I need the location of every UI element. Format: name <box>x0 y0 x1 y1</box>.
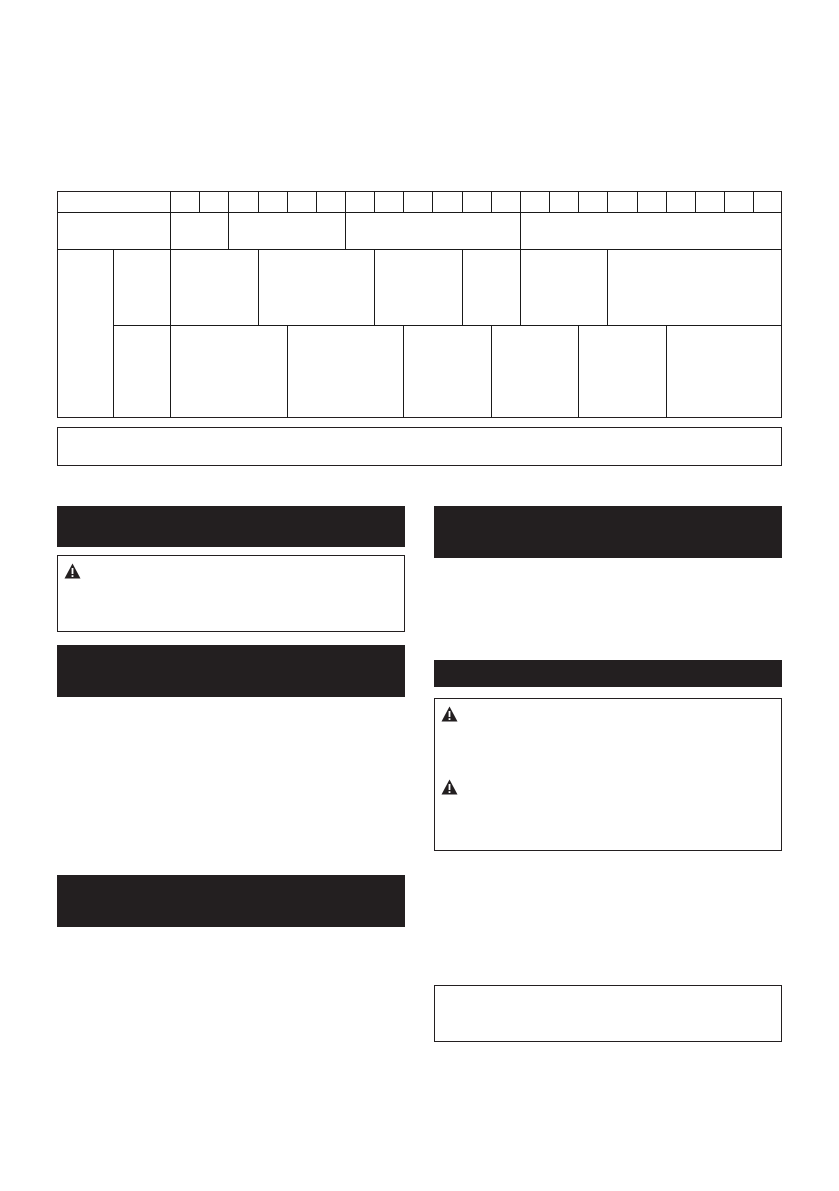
table-col-divider <box>607 249 608 325</box>
section-heading-bar <box>434 660 782 687</box>
table-header-cell-divider <box>345 191 346 212</box>
table-col-divider <box>170 212 171 249</box>
table-header-cell-divider <box>170 191 171 212</box>
table-col-divider <box>403 325 404 418</box>
table-header-cell-divider <box>695 191 696 212</box>
warning-triangle-icon <box>441 706 458 722</box>
table-col-divider <box>287 325 288 418</box>
table-header-cell-divider <box>578 191 579 212</box>
section-heading-bar <box>57 506 405 547</box>
table-header-cell-divider <box>258 191 259 212</box>
warning-triangle-icon <box>441 779 458 795</box>
table-rule <box>57 249 782 250</box>
warning-box <box>434 698 782 851</box>
table-header-cell-divider <box>287 191 288 212</box>
table-header-cell-divider <box>637 191 638 212</box>
table-col-divider <box>228 212 229 249</box>
table-header-cell-divider <box>462 191 463 212</box>
table-header-cell-divider <box>607 191 608 212</box>
warning-triangle-icon <box>64 563 81 579</box>
section-heading-bar <box>57 645 405 697</box>
table-header-cell-divider <box>316 191 317 212</box>
table-rule <box>113 325 782 326</box>
table-col-divider <box>578 325 579 418</box>
table-header-cell-divider <box>491 191 492 212</box>
table-frame <box>57 191 782 418</box>
table-header-cell-divider <box>199 191 200 212</box>
table-header-cell-divider <box>520 191 521 212</box>
table-rule <box>57 212 782 213</box>
table-col-divider <box>462 249 463 325</box>
table-col-divider <box>491 325 492 418</box>
table-header-cell-divider <box>724 191 725 212</box>
table-header-cell-divider <box>228 191 229 212</box>
table-col-divider <box>520 212 521 249</box>
table-col-divider <box>666 325 667 418</box>
section-heading-bar <box>57 875 405 927</box>
table-header-cell-divider <box>432 191 433 212</box>
table-header-cell-divider <box>666 191 667 212</box>
table-header-cell-divider <box>403 191 404 212</box>
table-col-divider <box>520 249 521 325</box>
warning-box <box>57 555 405 632</box>
note-box <box>434 985 782 1042</box>
table-note-box <box>57 427 782 466</box>
table-col-divider <box>345 212 346 249</box>
table-col-divider <box>113 249 114 418</box>
section-heading-bar <box>434 506 782 558</box>
table-col-divider <box>170 249 171 418</box>
table-header-cell-divider <box>549 191 550 212</box>
table-header-cell-divider <box>753 191 754 212</box>
table-header-cell-divider <box>374 191 375 212</box>
table-col-divider <box>258 249 259 325</box>
table-col-divider <box>374 249 375 325</box>
